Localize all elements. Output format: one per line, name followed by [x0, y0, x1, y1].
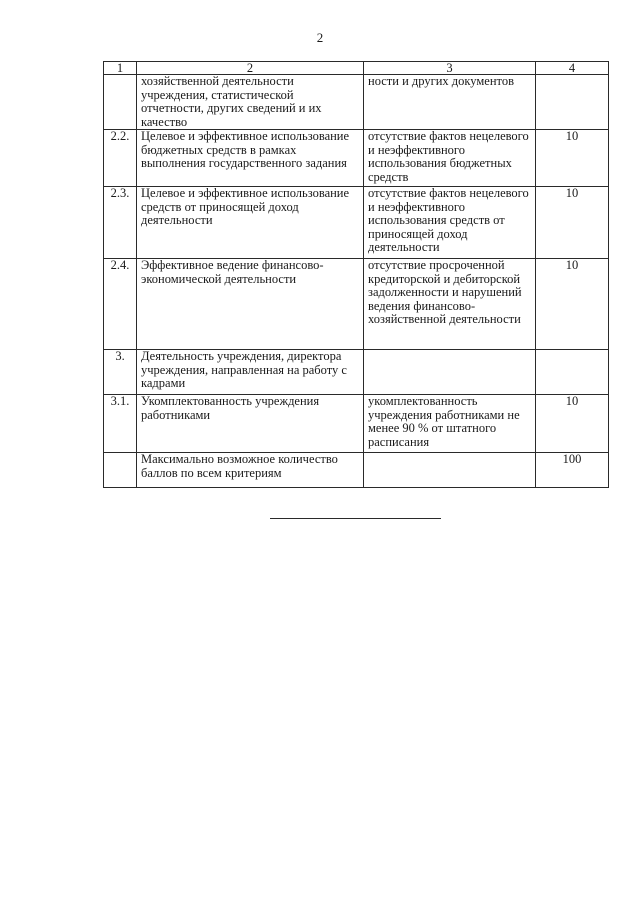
row-indicator: ности и других документов: [364, 75, 536, 130]
row-criterion: Максимально возможное количество баллов по всем критериям: [137, 453, 364, 488]
end-of-document-rule: [270, 518, 441, 519]
row-number: [104, 453, 137, 488]
row-criterion: хозяйственной деятельности учреждения, статистической отчетности, других сведений и их качество: [137, 75, 364, 130]
row-points: 10: [536, 395, 609, 453]
table-header-row: [104, 62, 609, 75]
row-number: 2.2.: [104, 130, 137, 187]
row-number: 2.3.: [104, 187, 137, 259]
row-number: 3.: [104, 350, 137, 395]
header-cell-criterion: 2: [137, 62, 364, 75]
row-number: [104, 75, 137, 130]
row-indicator: [364, 453, 536, 488]
header-cell-indicator: 3: [364, 62, 536, 75]
total-points: 100: [536, 453, 609, 488]
row-points: 10: [536, 130, 609, 187]
row-points: 10: [536, 187, 609, 259]
header-cell-num: 1: [104, 62, 137, 75]
row-indicator: отсутствие просроченной кредиторской и дебиторской задолженности и нарушений ведения финансово-хозяйственной деятельности: [364, 259, 536, 350]
row-points: [536, 75, 609, 130]
row-points: [536, 350, 609, 395]
page-number: 2: [316, 30, 324, 45]
table-row: [104, 75, 609, 130]
row-number: 2.4.: [104, 259, 137, 350]
row-indicator: отсутствие фактов нецелевого и неэффективного использования бюджетных средств: [364, 130, 536, 187]
row-criterion: Укомплектованность учреждения работниками: [137, 395, 364, 453]
criteria-table: [103, 61, 609, 488]
row-criterion: Эффективное ведение финансово-экономической деятельности: [137, 259, 364, 350]
table-row: [104, 130, 609, 187]
row-number: 3.1.: [104, 395, 137, 453]
table-row: [104, 259, 609, 350]
row-criterion: Деятельность учреждения, директора учреждения, направленная на работу с кадрами: [137, 350, 364, 395]
row-criterion: Целевое и эффективное использование бюджетных средств в рамках выполнения государственного задания: [137, 130, 364, 187]
table-row: [104, 187, 609, 259]
row-indicator: укомплектованность учреждения работниками не менее 90 % от штатного расписания: [364, 395, 536, 453]
header-cell-points: 4: [536, 62, 609, 75]
table-row: [104, 395, 609, 453]
row-indicator: отсутствие фактов нецелевого и неэффективного использования средств от приносящей доход деятельности: [364, 187, 536, 259]
row-indicator: [364, 350, 536, 395]
total-row: [104, 453, 609, 488]
table-row: [104, 350, 609, 395]
row-points: 10: [536, 259, 609, 350]
row-criterion: Целевое и эффективное использование средств от приносящей доход деятельности: [137, 187, 364, 259]
